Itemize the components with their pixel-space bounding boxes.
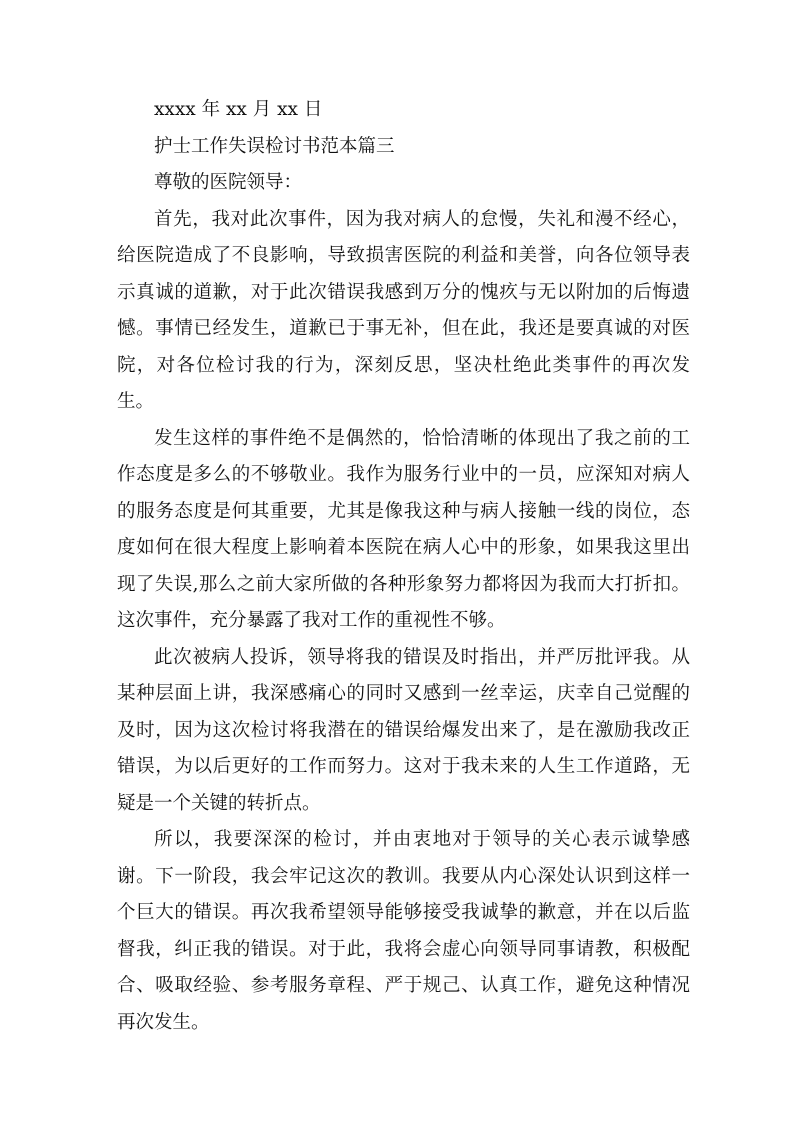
date-line: xxxx 年 xx 月 xx 日 — [154, 99, 323, 120]
paragraph-4: 所以，我要深深的检讨，并由衷地对于领导的关心表示诚挚感谢。下一阶段，我会牢记这次的教训。我要从内心深处认识到这样一个巨大的错误。再次我希望领导能够接受我诚挚的歉意，并在以后监督我，纠正我的错误。对于此，我将会虚心向领导同事请教，积极配合、吸取经验、参考服务章程、严于规己、认真工作，避免这种情况再次发生。 — [117, 829, 690, 1033]
paragraph-2: 发生这样的事件绝不是偶然的，恰恰清晰的体现出了我之前的工作态度是多么的不够敬业。我作为服务行业中的一员，应深知对病人的服务态度是何其重要，尤其是像我这种与病人接触一线的岗位，态度如何在很大程度上影响着本医院在病人心中的形象，如果我这里出现了失误,那么之前大家所做的各种形象努力都将因为我而大打折扣。这次事件，充分暴露了我对工作的重视性不够。 — [117, 427, 690, 631]
document-title: 护士工作失误检讨书范本篇三 — [154, 135, 395, 157]
paragraph-3: 此次被病人投诉，领导将我的错误及时指出，并严厉批评我。从某种层面上讲，我深感痛心的同时又感到一丝幸运，庆幸自己觉醒的及时，因为这次检讨将我潜在的错误给爆发出来了，是在激励我改正错误，为以后更好的工作而努力。这对于我未来的人生工作道路，无疑是一个关键的转折点。 — [117, 646, 690, 814]
paragraph-1: 首先，我对此次事件，因为我对病人的怠慢，失礼和漫不经心，给医院造成了不良影响，导致损害医院的利益和美誉，向各位领导表示真诚的道歉，对于此次错误我感到万分的愧疚与无以附加的后悔遗憾。事情已经发生，道歉已于事无补，但在此，我还是要真诚的对医院，对各位检讨我的行为，深刻反思，坚决杜绝此类事件的再次发生。 — [117, 208, 690, 412]
document-body — [117, 92, 690, 1041]
salutation: 尊敬的医院领导： — [154, 172, 303, 193]
